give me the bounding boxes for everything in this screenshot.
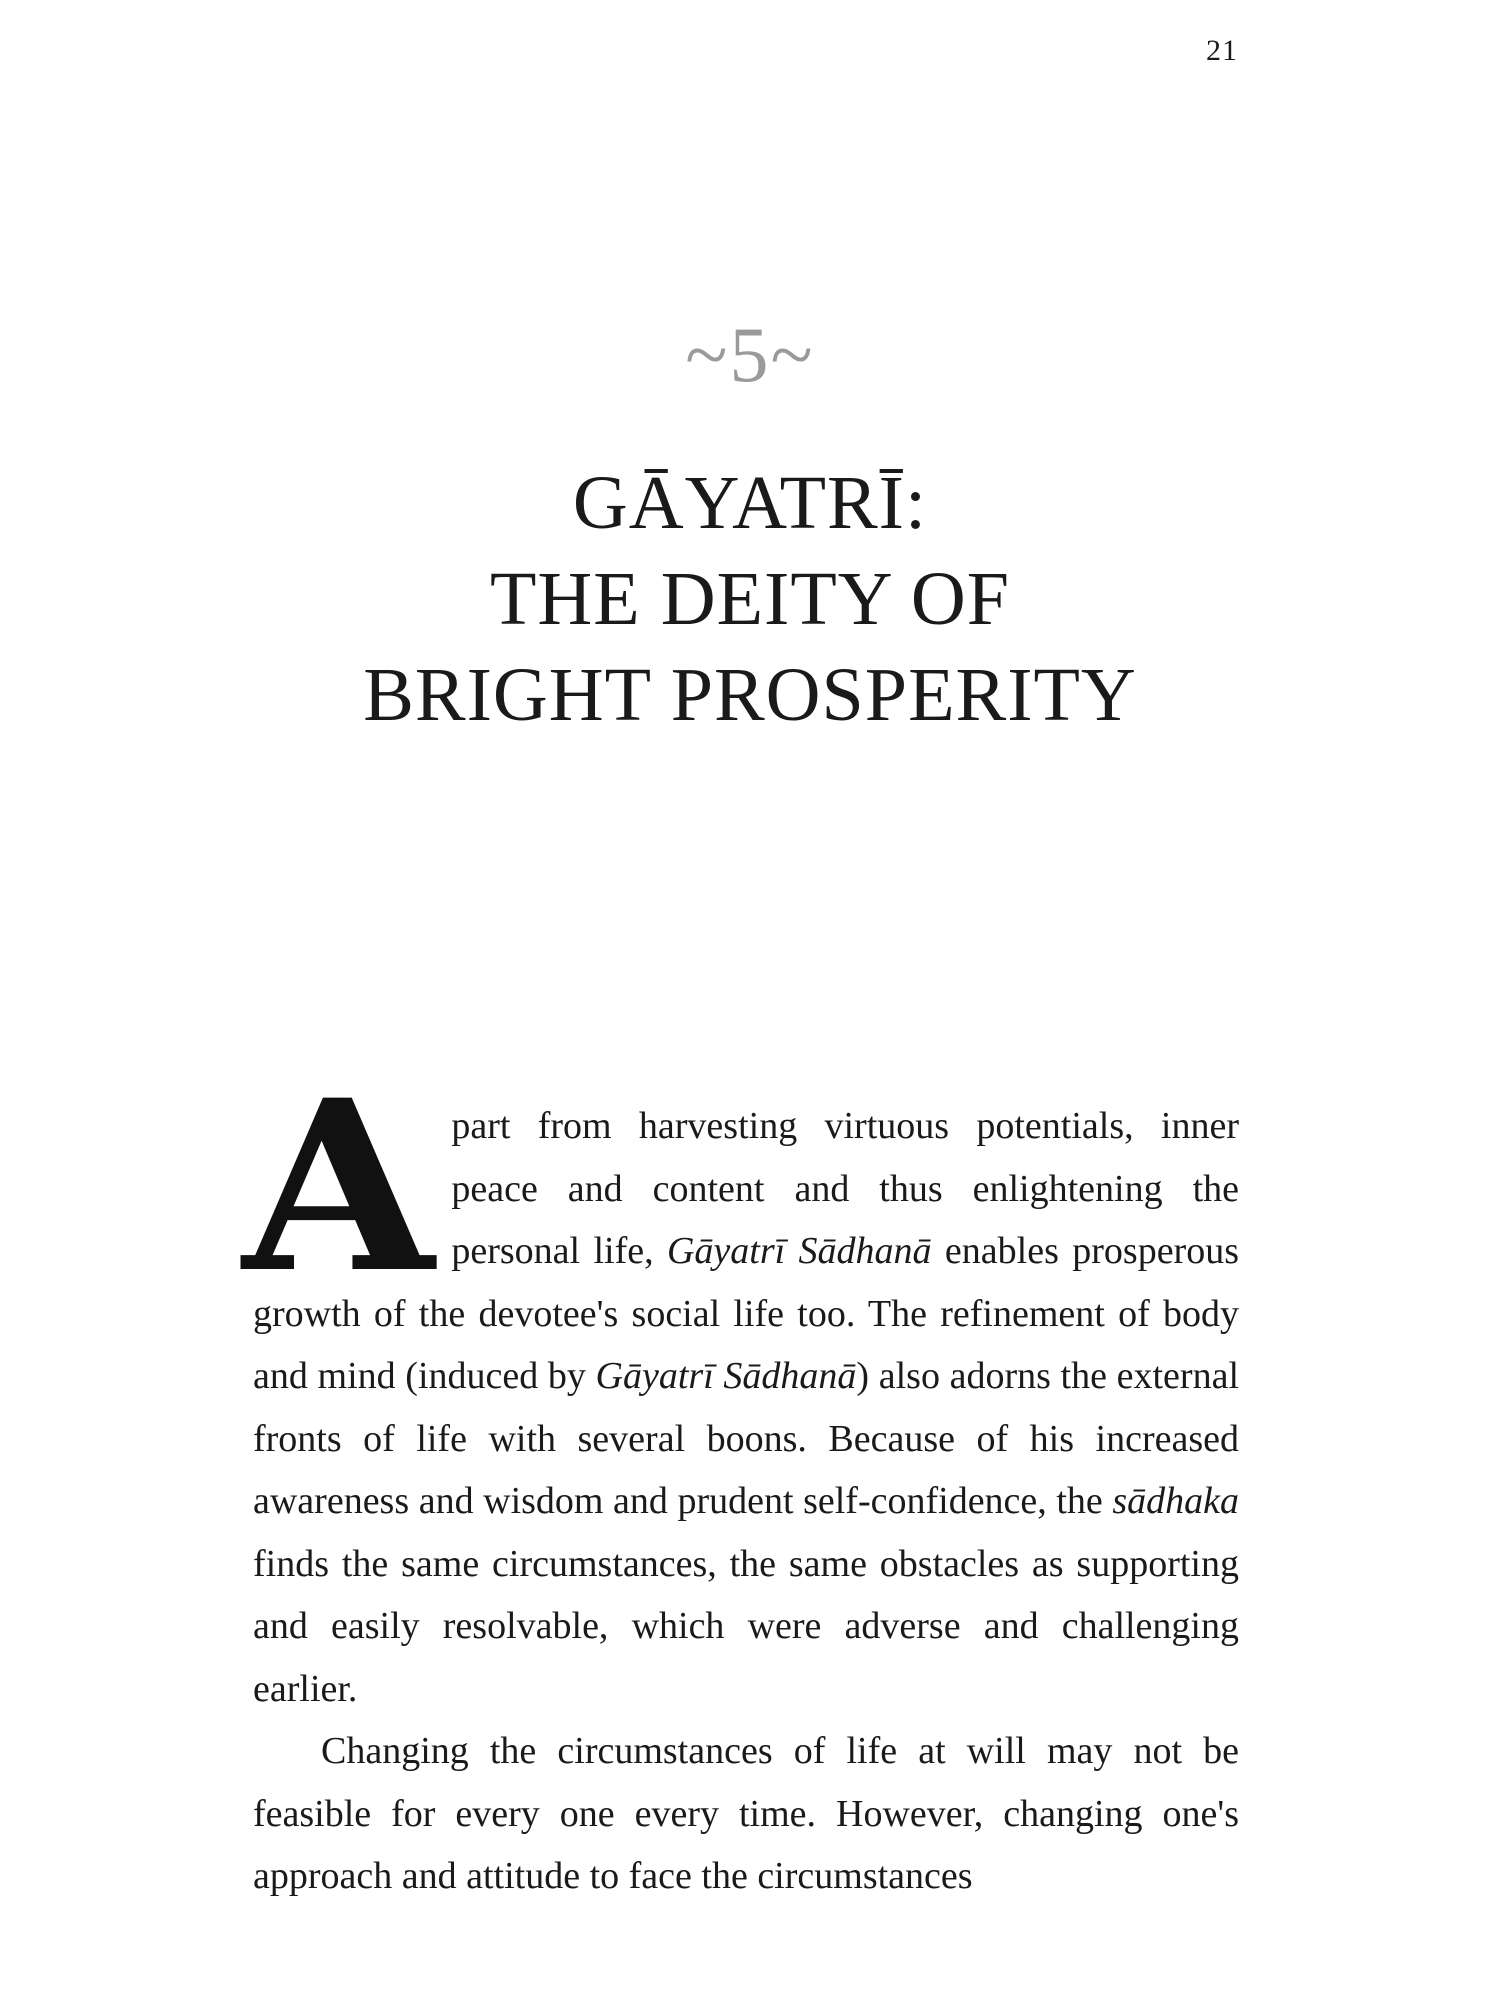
chapter-title-line-3: BRIGHT PROSPERITY <box>363 653 1137 737</box>
chapter-body <box>242 1049 1240 1908</box>
chapter-title <box>0 455 1500 743</box>
paragraph-1 <box>242 1049 1240 1720</box>
paragraph-1-text-b: enables prosperous growth of the devotee's social life too. The refinement of body and mind (induced by <box>253 1230 1240 1397</box>
chapter-title-line-1: GĀYATRĪ: <box>572 461 928 545</box>
paragraph-1-italic-b: Gāyatrī Sādhanā <box>595 1355 857 1397</box>
paragraph-1-text-c: ) also adorns the external fronts of life with several boons. Because of his increased awareness and wisdom and prudent self-confidence, the <box>253 1355 1239 1522</box>
paragraph-1-italic-a: Gāyatrī Sādhanā <box>666 1230 932 1272</box>
paragraph-1-italic-c: sādhaka <box>1112 1480 1239 1522</box>
drop-cap: A <box>242 1049 434 1325</box>
paragraph-1-text-d: finds the same circumstances, the same obstacles as supporting and easily resolvable, which were adverse and challenging earlier. <box>253 1542 1239 1710</box>
page-number: 21 <box>1206 34 1238 67</box>
paragraph-2: Changing the circumstances of life at will may not be feasible for every one every time. However, changing one's approach and attitude to face the circumstances <box>253 1730 1239 1897</box>
chapter-number: ~5~ <box>685 311 815 398</box>
paragraph-1-text-a: part from harvesting virtuous potentials, inner peace and content and thus enlightening the personal life, <box>451 1105 1239 1272</box>
chapter-title-line-2: THE DEITY OF <box>490 557 1010 641</box>
